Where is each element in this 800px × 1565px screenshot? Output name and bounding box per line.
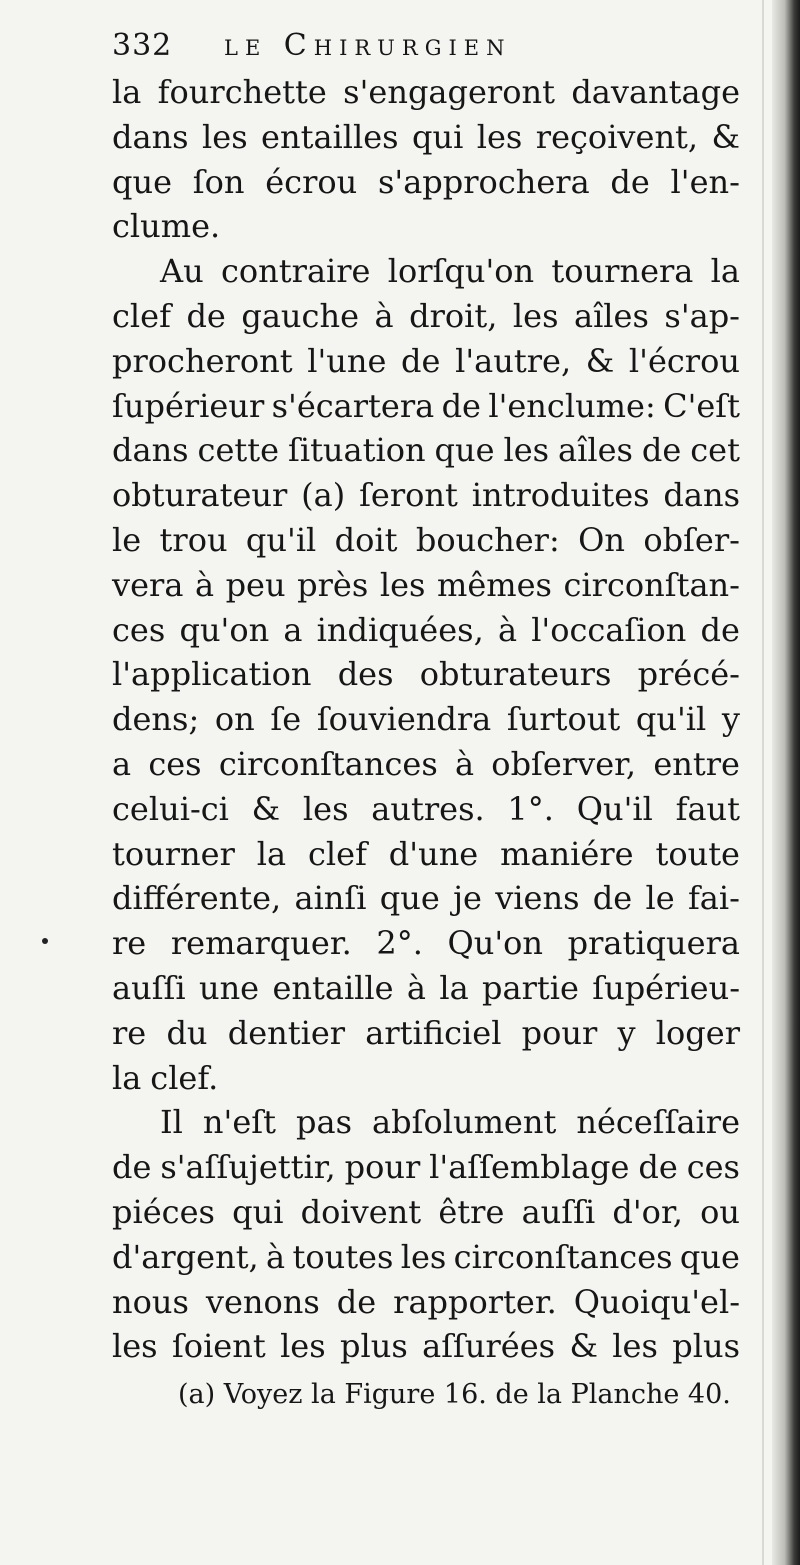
text-line: dans cette ſituation que les aîles de cet bbox=[112, 431, 740, 470]
running-head bbox=[112, 22, 740, 70]
text-line: dans les entailles qui les reçoivent, & bbox=[112, 117, 740, 156]
footnote: (a) Voyez la Figure 16. de la Planche 40. bbox=[178, 1379, 731, 1411]
text-line: la fourchette s'engageront davantage bbox=[112, 73, 740, 111]
text-line: nous venons de rapporter. Quoiqu'el- bbox=[112, 1282, 740, 1321]
text-line: clef de gauche à droit, les aîles s'ap- bbox=[112, 296, 740, 335]
page-number: 332 bbox=[112, 28, 173, 63]
text-line: vera à peu près les mêmes circonſtan- bbox=[112, 565, 740, 604]
text-line: les ſoient les plus aſſurées & les plus bbox=[112, 1327, 740, 1366]
text-line: ſupérieur s'écartera de l'enclume: C'eſt bbox=[112, 386, 740, 425]
text-line: tourner la clef d'une maniére toute bbox=[112, 834, 740, 873]
text-line: obturateur (a) ſeront introduites dans bbox=[112, 476, 740, 515]
text-line: que ſon écrou s'approchera de l'en- bbox=[112, 162, 740, 201]
page-edge-line bbox=[762, 0, 764, 1565]
body-text bbox=[112, 70, 740, 1369]
text-line: d'argent, à toutes les circonſtances que bbox=[112, 1237, 740, 1276]
text-line: différente, ainſi que je viens de le fai- bbox=[112, 879, 740, 918]
text-line: auſſi une entaille à la partie ſupérieu- bbox=[112, 968, 740, 1007]
running-title: le Chirurgien bbox=[224, 28, 512, 63]
text-line: piéces qui doivent être auſſi d'or, ou bbox=[112, 1192, 740, 1231]
text-line: Au contraire lorſqu'on tournera la bbox=[160, 252, 740, 291]
ink-speck bbox=[42, 938, 48, 944]
text-line: l'application des obturateurs précé- bbox=[112, 655, 740, 694]
text-line: re du dentier artificiel pour y loger bbox=[112, 1013, 740, 1052]
text-line: clume. bbox=[112, 207, 221, 246]
text-line: celui-ci & les autres. 1°. Qu'il faut bbox=[112, 789, 740, 828]
binding-edge bbox=[772, 0, 800, 1565]
text-line: Il n'eſt pas abſolument néceſſaire bbox=[160, 1103, 740, 1142]
text-line: a ces circonſtances à obſerver, entre bbox=[112, 744, 740, 783]
text-line: la clef. bbox=[112, 1058, 219, 1097]
text-line: de s'aſſujettir, pour l'aſſemblage de ces bbox=[112, 1148, 740, 1187]
text-line: le trou qu'il doit boucher: On obſer- bbox=[112, 520, 740, 559]
text-line: ces qu'on a indiquées, à l'occaſion de bbox=[112, 610, 740, 649]
text-block bbox=[112, 22, 740, 1415]
text-line: procheront l'une de l'autre, & l'écrou bbox=[112, 341, 740, 380]
text-line: dens; on ſe ſouviendra ſurtout qu'il y bbox=[112, 700, 740, 739]
text-line: re remarquer. 2°. Qu'on pratiquera bbox=[112, 924, 740, 963]
